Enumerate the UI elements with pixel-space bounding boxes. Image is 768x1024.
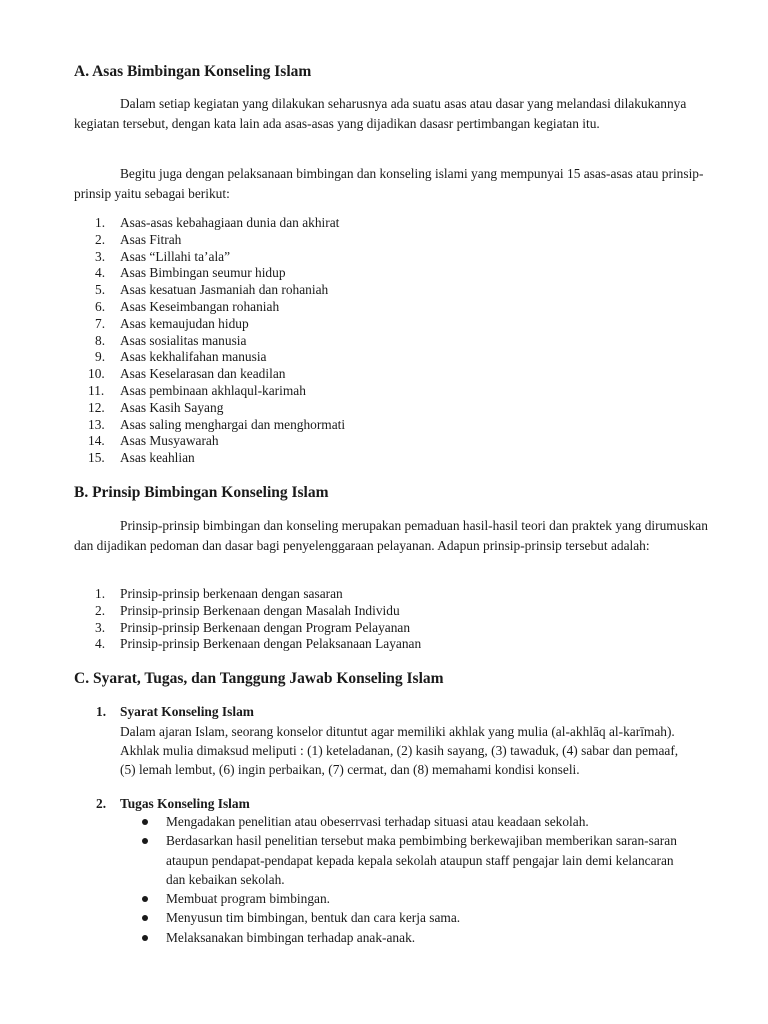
list-item: Membuat program bimbingan.	[142, 889, 682, 908]
list-item: 3. Asas “Lillahi ta’ala”	[95, 248, 231, 264]
section-b-paragraph-1: Prinsip-prinsip bimbingan dan konseling merupakan pemaduan hasil-hasil teori dan praktek yang dirumuskan dan dijadikan pedoman dan dasar bagi penyelenggaraan pelayanan. Adapun prinsip-prinsip tersebut adalah:	[74, 518, 708, 553]
prinsip-list	[74, 586, 421, 653]
section-a-title: A. Asas Bimbingan Konseling Islam	[74, 63, 312, 80]
section-c-title: C. Syarat, Tugas, dan Tanggung Jawab Konseling Islam	[74, 670, 444, 687]
tugas-heading: 2. Tugas Konseling Islam	[96, 796, 250, 811]
list-item: Berdasarkan hasil penelitian tersebut maka pembimbing berkewajiban memberikan saran-saran ataupun pendapat-pendapat kepada kepala sekolah ataupun staff pengajar lain demi kelancaran dan kebaikan sekolah.	[142, 831, 682, 889]
list-item: 4. Asas Bimbingan seumur hidup	[95, 265, 286, 281]
section-b-title: B. Prinsip Bimbingan Konseling Islam	[74, 484, 329, 501]
list-item: 9. Asas kekhalifahan manusia	[95, 349, 267, 365]
bullet-icon	[142, 838, 148, 844]
list-item: 5. Asas kesatuan Jasmaniah dan rohaniah	[95, 282, 329, 298]
list-item: 13. Asas saling menghargai dan menghormati	[88, 416, 346, 432]
bullet-icon	[142, 935, 148, 941]
list-item: 8. Asas sosialitas manusia	[95, 332, 247, 348]
list-item: 7. Asas kemaujudan hidup	[95, 315, 249, 331]
tugas-subsection	[96, 795, 696, 814]
syarat-subsection	[96, 703, 696, 779]
bullet-icon	[142, 896, 148, 902]
list-item: Melaksanakan bimbingan terhadap anak-anak.	[142, 928, 682, 947]
section-a-paragraph-1: Dalam setiap kegiatan yang dilakukan seharusnya ada suatu asas atau dasar yang melandasi dilakukannya kegiatan tersebut, dengan kata lain ada asas-asas yang dijadikan dasasr pertimbangan kegiatan itu.	[74, 96, 687, 131]
list-item: 2. Asas Fitrah	[95, 231, 182, 247]
list-item: 10. Asas Keselarasan dan keadilan	[88, 366, 286, 382]
list-item: 1. Prinsip-prinsip berkenaan dengan sasaran	[95, 586, 343, 601]
bullet-icon	[142, 915, 148, 921]
list-item: 1. Asas-asas kebahagiaan dunia dan akhirat	[95, 215, 340, 230]
syarat-body: Dalam ajaran Islam, seorang konselor dituntut agar memiliki akhlak yang mulia (al-akhlāq al-karīmah). Akhlak mulia dimaksud meliputi : (1) keteladanan, (2) kasih sayang, (3) tawaduk, (4) sabar dan pemaaf, (5) lemah lembut, (6) ingin perbaikan, (7) cermat, dan (8) memahami kondisi konseli.	[120, 723, 679, 778]
list-item: 2. Prinsip-prinsip Berkenaan dengan Masalah Individu	[95, 602, 400, 618]
syarat-heading: 1. Syarat Konseling Islam	[96, 704, 254, 719]
list-item: 11. Asas pembinaan akhlaqul-karimah	[88, 382, 306, 398]
list-item: 15. Asas keahlian	[88, 450, 195, 466]
list-item: 4. Prinsip-prinsip Berkenaan dengan Pelaksanaan Layanan	[95, 636, 422, 652]
section-a-paragraph-2: Begitu juga dengan pelaksanaan bimbingan dan konseling islami yang mempunyai 15 asas-asas atau prinsip-prinsip yaitu sebagai berikut:	[74, 166, 704, 201]
asas-list	[74, 215, 345, 467]
list-item: 6. Asas Keseimbangan rohaniah	[95, 298, 280, 314]
list-item: Menyusun tim bimbingan, bentuk dan cara kerja sama.	[142, 908, 682, 927]
list-item: 12. Asas Kasih Sayang	[88, 399, 224, 415]
bullet-icon	[142, 819, 148, 825]
list-item: 14. Asas Musyawarah	[88, 433, 219, 449]
tugas-bullet-list	[142, 812, 682, 947]
list-item: 3. Prinsip-prinsip Berkenaan dengan Program Pelayanan	[95, 619, 411, 635]
list-item: Mengadakan penelitian atau obeserrvasi terhadap situasi atau keadaan sekolah.	[142, 812, 682, 831]
